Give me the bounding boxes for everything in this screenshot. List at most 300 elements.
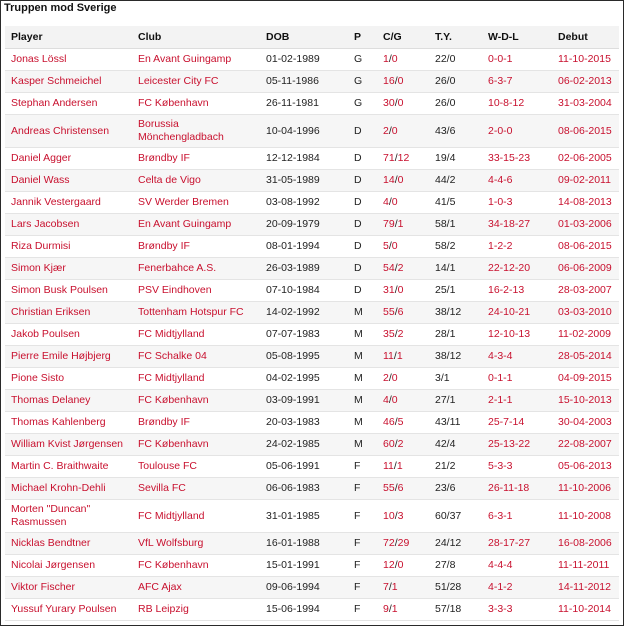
goals-link[interactable]: 6 bbox=[397, 306, 404, 318]
debut-link[interactable]: 16-08-2006 bbox=[558, 537, 612, 549]
debut-link[interactable]: 11-10-2008 bbox=[558, 509, 611, 522]
position-cell: D bbox=[348, 214, 377, 236]
goals-link[interactable]: 0 bbox=[397, 174, 404, 186]
goals-link[interactable]: 2 bbox=[397, 262, 404, 274]
caps-link[interactable]: 72 bbox=[383, 537, 395, 549]
position-cell: G bbox=[348, 93, 377, 115]
caps-goals-cell bbox=[377, 115, 429, 148]
club-link[interactable]: Celta de Vigo bbox=[138, 174, 201, 186]
wdl-link[interactable]: 24-10-21 bbox=[488, 306, 531, 318]
dob-cell: 03-09-1991 bbox=[260, 390, 348, 412]
goals-link[interactable]: 1 bbox=[396, 350, 403, 362]
caps-goals-separator: / bbox=[388, 394, 392, 406]
debut-link[interactable]: 11-02-2009 bbox=[558, 328, 611, 340]
player-link[interactable]: Simon Kjær bbox=[11, 262, 66, 274]
caps-goals-cell bbox=[377, 478, 429, 500]
caps-goals-cell bbox=[377, 456, 429, 478]
caps-goals-separator: / bbox=[394, 174, 398, 186]
club-link[interactable]: VfL Wolfsburg bbox=[138, 537, 204, 549]
caps-goals-separator: / bbox=[388, 124, 392, 137]
debut-link[interactable]: 14-08-2013 bbox=[558, 196, 612, 208]
column-header-caps-goals: C/G bbox=[377, 26, 429, 49]
wdl-link[interactable]: 34-18-27 bbox=[488, 218, 531, 230]
club-link[interactable]: RB Leipzig bbox=[138, 603, 189, 615]
debut-link[interactable]: 15-10-2013 bbox=[558, 394, 612, 406]
ty-cell: 42/4 bbox=[429, 434, 482, 456]
ty-cell: 57/18 bbox=[429, 599, 482, 621]
caps-link[interactable]: 2 bbox=[383, 124, 389, 137]
caps-goals-cell bbox=[377, 346, 429, 368]
caps-link[interactable]: 11 bbox=[383, 350, 394, 362]
caps-goals-separator: / bbox=[394, 97, 398, 109]
wdl-link[interactable]: 25-7-14 bbox=[488, 416, 525, 428]
caps-link[interactable]: 4 bbox=[383, 196, 389, 208]
club-link[interactable]: AFC Ajax bbox=[138, 581, 182, 593]
player-link[interactable]: Jannik Vestergaard bbox=[11, 196, 101, 208]
caps-goals-cell bbox=[377, 434, 429, 456]
position-cell: D bbox=[348, 192, 377, 214]
table-row bbox=[5, 500, 619, 533]
wdl-link[interactable]: 22-12-20 bbox=[488, 262, 531, 274]
position-cell: F bbox=[348, 500, 377, 533]
caps-link[interactable]: 31 bbox=[383, 284, 395, 296]
debut-link[interactable]: 08-06-2015 bbox=[558, 124, 612, 137]
goals-link[interactable]: 0 bbox=[391, 372, 398, 384]
debut-link[interactable]: 09-02-2011 bbox=[558, 174, 611, 186]
caps-goals-cell bbox=[377, 71, 429, 93]
ty-cell: 14/1 bbox=[429, 258, 482, 280]
club-link[interactable]: Sevilla FC bbox=[138, 482, 186, 494]
caps-goals-separator: / bbox=[394, 482, 398, 494]
ty-cell: 51/28 bbox=[429, 577, 482, 599]
caps-link[interactable]: 55 bbox=[383, 306, 395, 318]
debut-link[interactable]: 06-02-2013 bbox=[558, 75, 612, 87]
table-row bbox=[5, 115, 619, 148]
position-cell: M bbox=[348, 434, 377, 456]
goals-link[interactable]: 1 bbox=[391, 603, 398, 615]
table-row bbox=[5, 71, 619, 93]
club-link[interactable]: FC Midtjylland bbox=[138, 372, 205, 384]
caps-goals-separator: / bbox=[394, 218, 398, 230]
caps-goals-cell bbox=[377, 368, 429, 390]
caps-goals-cell bbox=[377, 324, 429, 346]
goals-link[interactable]: 3 bbox=[397, 509, 404, 522]
caps-goals-separator: / bbox=[394, 152, 398, 164]
caps-goals-cell bbox=[377, 192, 429, 214]
ty-cell: 28/1 bbox=[429, 324, 482, 346]
player-link[interactable]: Stephan Andersen bbox=[11, 97, 98, 109]
wdl-link[interactable]: 12-10-13 bbox=[488, 328, 531, 340]
wdl-link[interactable]: 4-1-2 bbox=[488, 581, 513, 593]
goals-link[interactable]: 2 bbox=[397, 328, 404, 340]
wdl-link[interactable]: 33-15-23 bbox=[488, 152, 531, 164]
club-link[interactable]: Toulouse FC bbox=[138, 460, 197, 472]
position-cell: M bbox=[348, 324, 377, 346]
debut-link[interactable]: 31-03-2004 bbox=[558, 97, 612, 109]
dob-cell: 08-01-1994 bbox=[260, 236, 348, 258]
player-link[interactable]: Nicolai Jørgensen bbox=[11, 559, 96, 571]
caps-goals-cell bbox=[377, 533, 429, 555]
position-cell: F bbox=[348, 599, 377, 621]
position-cell: F bbox=[348, 577, 377, 599]
position-cell: F bbox=[348, 456, 377, 478]
club-link[interactable]: FC Schalke 04 bbox=[138, 350, 207, 362]
player-link[interactable]: Daniel Agger bbox=[11, 152, 72, 164]
player-link[interactable]: William Kvist Jørgensen bbox=[11, 438, 124, 450]
debut-link[interactable]: 11-11-2011 bbox=[558, 559, 610, 571]
caps-goals-separator: / bbox=[394, 537, 398, 549]
club-link[interactable]: FC Midtjylland bbox=[138, 328, 205, 340]
caps-goals-separator: / bbox=[394, 262, 398, 274]
goals-link[interactable]: 0 bbox=[391, 196, 398, 208]
caps-goals-separator: / bbox=[388, 372, 392, 384]
wdl-link[interactable]: 6-3-7 bbox=[488, 75, 513, 87]
ty-cell: 41/5 bbox=[429, 192, 482, 214]
wdl-link[interactable]: 0-0-1 bbox=[488, 53, 513, 65]
debut-link[interactable]: 01-03-2006 bbox=[558, 218, 612, 230]
club-link[interactable]: Borussia Mönchengladbach bbox=[138, 118, 224, 143]
caps-goals-separator: / bbox=[393, 350, 397, 362]
ty-cell: 23/6 bbox=[429, 478, 482, 500]
dob-cell: 12-12-1984 bbox=[260, 148, 348, 170]
player-link[interactable]: Daniel Wass bbox=[11, 174, 70, 186]
dob-cell: 20-09-1979 bbox=[260, 214, 348, 236]
wdl-link[interactable]: 1-0-3 bbox=[488, 196, 513, 208]
wdl-link[interactable]: 25-13-22 bbox=[488, 438, 531, 450]
caps-goals-cell bbox=[377, 214, 429, 236]
debut-link[interactable]: 04-09-2015 bbox=[558, 372, 612, 384]
position-cell: M bbox=[348, 302, 377, 324]
dob-cell: 20-03-1983 bbox=[260, 412, 348, 434]
dob-cell: 15-01-1991 bbox=[260, 555, 348, 577]
wdl-link[interactable]: 28-17-27 bbox=[488, 537, 531, 549]
player-link[interactable]: Christian Eriksen bbox=[11, 306, 91, 318]
caps-goals-cell bbox=[377, 577, 429, 599]
position-cell: M bbox=[348, 412, 377, 434]
caps-link[interactable]: 30 bbox=[383, 97, 395, 109]
dob-cell: 10-04-1996 bbox=[260, 115, 348, 148]
column-header-position: P bbox=[348, 26, 377, 49]
player-link[interactable]: Nicklas Bendtner bbox=[11, 537, 91, 549]
caps-link[interactable]: 5 bbox=[383, 240, 389, 252]
ty-cell: 26/0 bbox=[429, 71, 482, 93]
caps-goals-cell bbox=[377, 49, 429, 71]
dob-cell: 31-01-1985 bbox=[260, 500, 348, 533]
goals-link[interactable]: 5 bbox=[397, 416, 404, 428]
debut-link[interactable]: 05-06-2013 bbox=[558, 460, 612, 472]
player-link[interactable]: Thomas Kahlenberg bbox=[11, 416, 106, 428]
table-row bbox=[5, 49, 619, 71]
column-header-dob: DOB bbox=[260, 26, 348, 49]
player-link[interactable]: Pione Sisto bbox=[11, 372, 65, 384]
wdl-link[interactable]: 0-1-1 bbox=[488, 372, 513, 384]
caps-goals-separator: / bbox=[394, 306, 398, 318]
table-row bbox=[5, 302, 619, 324]
wdl-link[interactable]: 2-1-1 bbox=[488, 394, 513, 406]
ty-cell: 26/0 bbox=[429, 93, 482, 115]
ty-cell: 27/1 bbox=[429, 390, 482, 412]
player-link[interactable]: Michael Krohn-Dehli bbox=[11, 482, 106, 494]
caps-link[interactable]: 79 bbox=[383, 218, 395, 230]
caps-link[interactable]: 60 bbox=[383, 438, 395, 450]
debut-link[interactable]: 02-06-2005 bbox=[558, 152, 612, 164]
wdl-link[interactable]: 26-11-18 bbox=[488, 482, 530, 494]
ty-cell: 38/12 bbox=[429, 346, 482, 368]
debut-link[interactable]: 03-03-2010 bbox=[558, 306, 612, 318]
table-row bbox=[5, 456, 619, 478]
debut-link[interactable]: 30-04-2003 bbox=[558, 416, 612, 428]
caps-goals-cell bbox=[377, 500, 429, 533]
club-link[interactable]: FC Midtjylland bbox=[138, 509, 205, 522]
ty-cell: 58/1 bbox=[429, 214, 482, 236]
table-row bbox=[5, 214, 619, 236]
caps-goals-separator: / bbox=[394, 416, 398, 428]
caps-goals-cell bbox=[377, 302, 429, 324]
club-link[interactable]: Brøndby IF bbox=[138, 152, 190, 164]
caps-link[interactable]: 55 bbox=[383, 482, 395, 494]
player-link[interactable]: Jakob Poulsen bbox=[11, 328, 80, 340]
wdl-link[interactable]: 4-4-4 bbox=[488, 559, 513, 571]
caps-goals-cell bbox=[377, 390, 429, 412]
table-row bbox=[5, 555, 619, 577]
club-link[interactable]: En Avant Guingamp bbox=[138, 53, 232, 65]
dob-cell: 05-11-1986 bbox=[260, 71, 348, 93]
position-cell: D bbox=[348, 280, 377, 302]
caps-goals-separator: / bbox=[388, 240, 392, 252]
column-header-club: Club bbox=[132, 26, 260, 49]
goals-link[interactable]: 29 bbox=[397, 537, 410, 549]
debut-link[interactable]: 22-08-2007 bbox=[558, 438, 612, 450]
position-cell: M bbox=[348, 368, 377, 390]
caps-link[interactable]: 35 bbox=[383, 328, 395, 340]
squad-table bbox=[5, 26, 619, 621]
position-cell: F bbox=[348, 555, 377, 577]
caps-link[interactable]: 2 bbox=[383, 372, 389, 384]
player-link[interactable]: Riza Durmisi bbox=[11, 240, 71, 252]
goals-link[interactable]: 0 bbox=[397, 97, 404, 109]
dob-cell: 09-06-1994 bbox=[260, 577, 348, 599]
goals-link[interactable]: 1 bbox=[391, 581, 398, 593]
table-row bbox=[5, 170, 619, 192]
wdl-link[interactable]: 6-3-1 bbox=[488, 509, 513, 522]
caps-goals-cell bbox=[377, 236, 429, 258]
ty-cell: 58/2 bbox=[429, 236, 482, 258]
club-link[interactable]: Brøndby IF bbox=[138, 240, 190, 252]
ty-cell: 21/2 bbox=[429, 456, 482, 478]
caps-link[interactable]: 54 bbox=[383, 262, 395, 274]
club-link[interactable]: FC København bbox=[138, 394, 209, 406]
player-link[interactable]: Martin C. Braithwaite bbox=[11, 460, 109, 472]
dob-cell: 04-02-1995 bbox=[260, 368, 348, 390]
caps-goals-separator: / bbox=[394, 284, 398, 296]
caps-goals-separator: / bbox=[394, 438, 398, 450]
caps-link[interactable]: 4 bbox=[383, 394, 389, 406]
dob-cell: 31-05-1989 bbox=[260, 170, 348, 192]
goals-link[interactable]: 0 bbox=[391, 240, 398, 252]
wdl-link[interactable]: 4-3-4 bbox=[488, 350, 513, 362]
caps-goals-cell bbox=[377, 148, 429, 170]
wdl-link[interactable]: 16-2-13 bbox=[488, 284, 525, 296]
goals-link[interactable]: 12 bbox=[397, 152, 410, 164]
page-title: Truppen mod Sverige bbox=[4, 2, 117, 14]
dob-cell: 05-06-1991 bbox=[260, 456, 348, 478]
club-link[interactable]: Tottenham Hotspur FC bbox=[138, 306, 244, 318]
ty-cell: 24/12 bbox=[429, 533, 482, 555]
ty-cell: 43/6 bbox=[429, 115, 482, 148]
caps-link[interactable]: 46 bbox=[383, 416, 395, 428]
player-link[interactable]: Morten "Duncan" Rasmussen bbox=[11, 503, 91, 528]
position-cell: D bbox=[348, 148, 377, 170]
caps-goals-separator: / bbox=[388, 53, 392, 65]
club-link[interactable]: FC København bbox=[138, 438, 209, 450]
caps-goals-separator: / bbox=[394, 328, 398, 340]
player-link[interactable]: Jonas Lössl bbox=[11, 53, 67, 65]
caps-link[interactable]: 14 bbox=[383, 174, 395, 186]
table-row bbox=[5, 533, 619, 555]
caps-goals-separator: / bbox=[388, 196, 392, 208]
goals-link[interactable]: 0 bbox=[391, 124, 398, 137]
caps-goals-separator: / bbox=[394, 75, 398, 87]
dob-cell: 24-02-1985 bbox=[260, 434, 348, 456]
wdl-link[interactable]: 10-8-12 bbox=[488, 97, 525, 109]
caps-goals-cell bbox=[377, 170, 429, 192]
debut-link[interactable]: 08-06-2015 bbox=[558, 240, 612, 252]
caps-goals-separator: / bbox=[394, 509, 398, 522]
wdl-link[interactable]: 4-4-6 bbox=[488, 174, 513, 186]
dob-cell: 01-02-1989 bbox=[260, 49, 348, 71]
caps-goals-cell bbox=[377, 280, 429, 302]
table-row bbox=[5, 93, 619, 115]
table-row bbox=[5, 346, 619, 368]
caps-goals-separator: / bbox=[388, 603, 392, 615]
club-link[interactable]: Brøndby IF bbox=[138, 416, 190, 428]
player-link[interactable]: Kasper Schmeichel bbox=[11, 75, 102, 87]
player-link[interactable]: Simon Busk Poulsen bbox=[11, 284, 108, 296]
position-cell: G bbox=[348, 49, 377, 71]
table-header-row bbox=[5, 26, 619, 49]
position-cell: D bbox=[348, 170, 377, 192]
position-cell: D bbox=[348, 115, 377, 148]
caps-link[interactable]: 7 bbox=[383, 581, 389, 593]
player-link[interactable]: Viktor Fischer bbox=[11, 581, 75, 593]
player-link[interactable]: Yussuf Yurary Poulsen bbox=[11, 603, 117, 615]
ty-cell: 19/4 bbox=[429, 148, 482, 170]
goals-link[interactable]: 0 bbox=[391, 394, 398, 406]
goals-link[interactable]: 0 bbox=[397, 75, 404, 87]
caps-goals-separator: / bbox=[394, 559, 398, 571]
column-header-ty: T.Y. bbox=[429, 26, 482, 49]
table-row bbox=[5, 434, 619, 456]
caps-goals-cell bbox=[377, 599, 429, 621]
debut-link[interactable]: 28-03-2007 bbox=[558, 284, 612, 296]
dob-cell: 07-10-1984 bbox=[260, 280, 348, 302]
dob-cell: 07-07-1983 bbox=[260, 324, 348, 346]
ty-cell: 44/2 bbox=[429, 170, 482, 192]
caps-link[interactable]: 1 bbox=[383, 53, 389, 65]
caps-goals-cell bbox=[377, 555, 429, 577]
table-row bbox=[5, 577, 619, 599]
column-header-player: Player bbox=[5, 26, 132, 49]
player-link[interactable]: Thomas Delaney bbox=[11, 394, 91, 406]
dob-cell: 03-08-1992 bbox=[260, 192, 348, 214]
wdl-link[interactable]: 3-3-3 bbox=[488, 603, 513, 615]
table-row bbox=[5, 258, 619, 280]
club-link[interactable]: En Avant Guingamp bbox=[138, 218, 232, 230]
goals-link[interactable]: 0 bbox=[397, 559, 404, 571]
position-cell: F bbox=[348, 533, 377, 555]
debut-link[interactable]: 11-10-2006 bbox=[558, 482, 611, 494]
caps-goals-cell bbox=[377, 258, 429, 280]
table-row bbox=[5, 280, 619, 302]
player-link[interactable]: Lars Jacobsen bbox=[11, 218, 80, 230]
goals-link[interactable]: 2 bbox=[397, 438, 404, 450]
column-header-wdl: W-D-L bbox=[482, 26, 552, 49]
dob-cell: 26-11-1981 bbox=[260, 93, 348, 115]
caps-link[interactable]: 9 bbox=[383, 603, 389, 615]
position-cell: M bbox=[348, 346, 377, 368]
wdl-link[interactable]: 1-2-2 bbox=[488, 240, 513, 252]
table-row bbox=[5, 478, 619, 500]
caps-link[interactable]: 11 bbox=[383, 460, 394, 472]
caps-link[interactable]: 16 bbox=[383, 75, 395, 87]
club-link[interactable]: Leicester City FC bbox=[138, 75, 219, 87]
goals-link[interactable]: 1 bbox=[397, 218, 404, 230]
ty-cell: 3/1 bbox=[429, 368, 482, 390]
dob-cell: 26-03-1989 bbox=[260, 258, 348, 280]
table-row bbox=[5, 148, 619, 170]
table-row bbox=[5, 599, 619, 621]
player-link[interactable]: Pierre Emile Højbjerg bbox=[11, 350, 111, 362]
player-link[interactable]: Andreas Christensen bbox=[11, 124, 110, 137]
table-row bbox=[5, 324, 619, 346]
goals-link[interactable]: 1 bbox=[396, 460, 403, 472]
debut-link[interactable]: 11-10-2015 bbox=[558, 53, 611, 65]
club-link[interactable]: SV Werder Bremen bbox=[138, 196, 229, 208]
club-link[interactable]: PSV Eindhoven bbox=[138, 284, 212, 296]
debut-link[interactable]: 06-06-2009 bbox=[558, 262, 612, 274]
ty-cell: 25/1 bbox=[429, 280, 482, 302]
dob-cell: 16-01-1988 bbox=[260, 533, 348, 555]
club-link[interactable]: FC København bbox=[138, 559, 209, 571]
goals-link[interactable]: 6 bbox=[397, 482, 404, 494]
debut-link[interactable]: 14-11-2012 bbox=[558, 581, 611, 593]
club-link[interactable]: Fenerbahce A.S. bbox=[138, 262, 217, 274]
table-row bbox=[5, 236, 619, 258]
goals-link[interactable]: 0 bbox=[397, 284, 404, 296]
debut-link[interactable]: 11-10-2014 bbox=[558, 603, 611, 615]
caps-goals-separator: / bbox=[388, 581, 392, 593]
goals-link[interactable]: 0 bbox=[391, 53, 398, 65]
caps-link[interactable]: 71 bbox=[383, 152, 395, 164]
dob-cell: 14-02-1992 bbox=[260, 302, 348, 324]
caps-goals-cell bbox=[377, 412, 429, 434]
dob-cell: 05-08-1995 bbox=[260, 346, 348, 368]
caps-link[interactable]: 12 bbox=[383, 559, 395, 571]
ty-cell: 43/11 bbox=[429, 412, 482, 434]
wdl-link[interactable]: 2-0-0 bbox=[488, 124, 513, 137]
table-row bbox=[5, 390, 619, 412]
caps-link[interactable]: 10 bbox=[383, 509, 395, 522]
club-link[interactable]: FC København bbox=[138, 97, 209, 109]
table-body bbox=[5, 49, 619, 621]
ty-cell: 27/8 bbox=[429, 555, 482, 577]
table-row bbox=[5, 192, 619, 214]
wdl-link[interactable]: 5-3-3 bbox=[488, 460, 513, 472]
position-cell: F bbox=[348, 478, 377, 500]
ty-cell: 60/37 bbox=[429, 500, 482, 533]
debut-link[interactable]: 28-05-2014 bbox=[558, 350, 612, 362]
position-cell: M bbox=[348, 390, 377, 412]
